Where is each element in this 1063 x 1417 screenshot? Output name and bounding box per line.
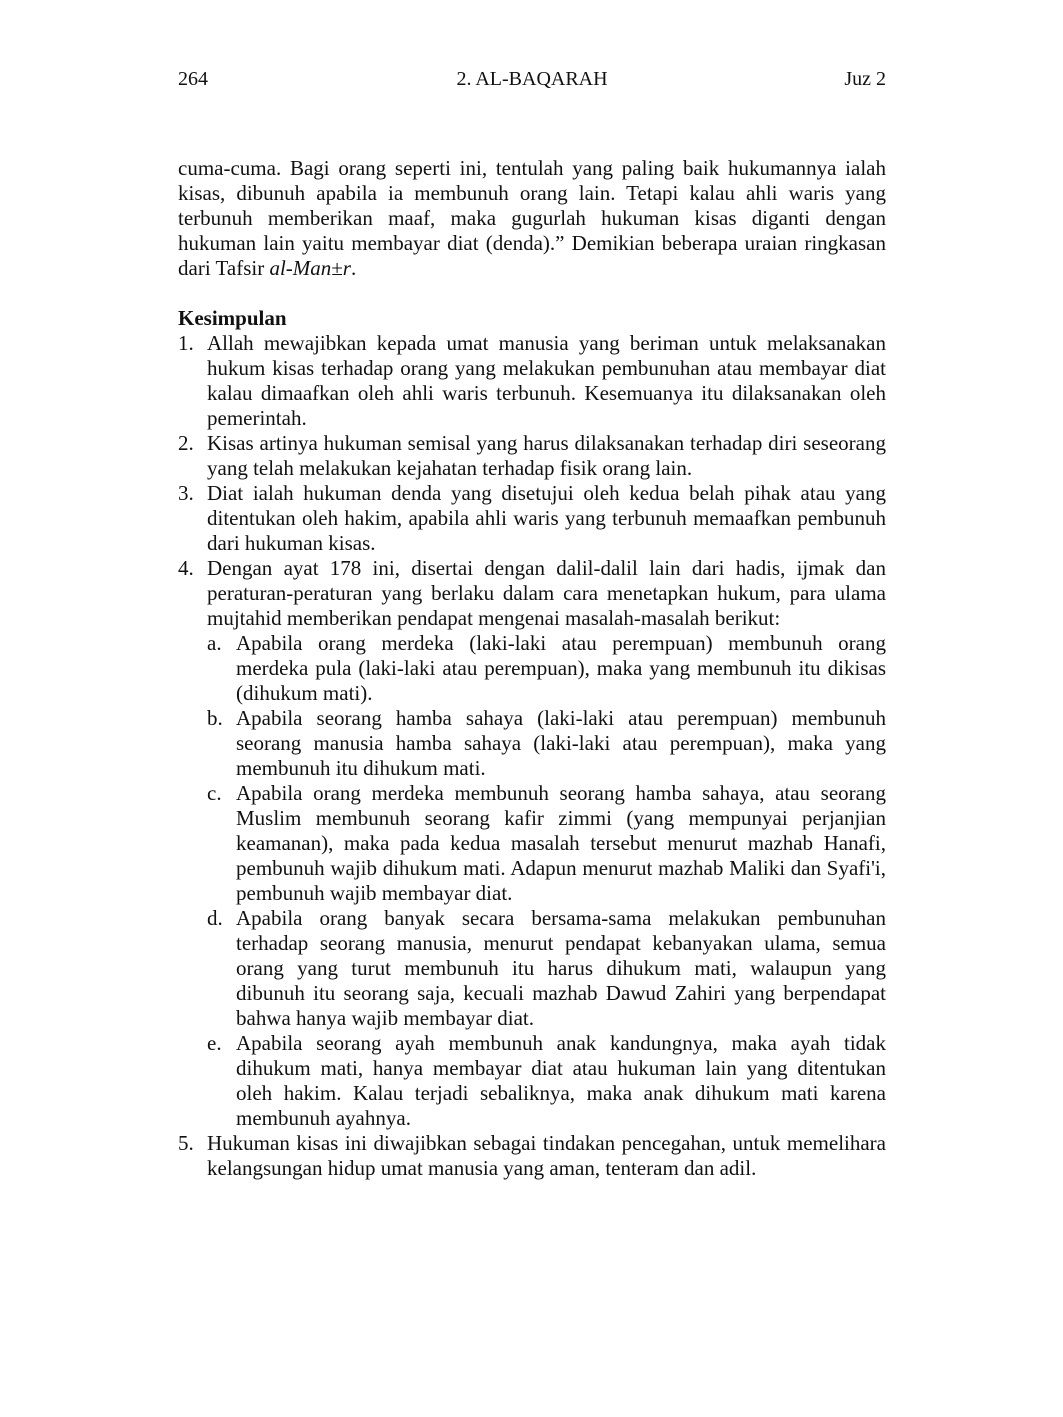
sub-list	[207, 631, 886, 1131]
sub-item-text: Apabila orang merdeka membunuh seorang hamba sahaya, atau seorang Muslim membunuh seorang kafir zimmi (yang mempunyai perjanjian keamanan), maka pada kedua masalah tersebut menurut mazhab Hanafi, pembunuh wajib dihukum mati. Adapun menurut mazhab Maliki dan Syafi'i, pembunuh wajib membayar diat.	[236, 781, 886, 905]
document-page	[178, 68, 886, 1181]
sub-item-text: Apabila orang banyak secara bersama-sama melakukan pembunuhan terhadap seorang manusia, menurut pendapat kebanyakan ulama, semua orang yang turut membunuh itu harus dihukum mati, walaupun yang dibunuh itu seorang saja, kecuali mazhab Dawud Zahiri yang berpendapat bahwa hanya wajib membayar diat.	[236, 906, 886, 1030]
intro-paragraph	[178, 156, 886, 281]
list-item-5	[178, 1131, 886, 1181]
conclusion-list	[178, 331, 886, 1181]
sub-item-b	[207, 706, 886, 781]
page-header	[178, 68, 886, 102]
list-item-1	[178, 331, 886, 431]
sub-item-a	[207, 631, 886, 706]
chapter-title: 2. AL-BAQARAH	[456, 68, 608, 90]
sub-item-letter: c.	[207, 781, 222, 805]
sub-item-e	[207, 1031, 886, 1131]
list-number: 2.	[178, 431, 194, 455]
sub-item-letter: b.	[207, 706, 223, 730]
list-item-text: Allah mewajibkan kepada umat manusia yang beriman untuk melaksanakan hukum kisas terhadap orang yang melakukan pembunuhan atau membayar diat kalau dimaafkan oleh ahli waris terbunuh. Kesemuanya itu dilaksanakan oleh pemerintah.	[207, 331, 886, 430]
list-number: 3.	[178, 481, 194, 505]
intro-italic-title: al-Man±r	[269, 256, 351, 280]
juz-label: Juz 2	[844, 68, 886, 90]
page-number: 264	[178, 68, 208, 90]
sub-item-d	[207, 906, 886, 1031]
section-heading: Kesimpulan	[178, 306, 287, 330]
list-item-text: Dengan ayat 178 ini, disertai dengan dalil-dalil lain dari hadis, ijmak dan peraturan-peraturan yang berlaku dalam cara menetapkan hukum, para ulama mujtahid memberikan pendapat mengenai masalah-masalah berikut:	[207, 556, 886, 630]
sub-item-letter: d.	[207, 906, 223, 930]
list-item-text: Kisas artinya hukuman semisal yang harus dilaksanakan terhadap diri seseorang yang telah melakukan kejahatan terhadap fisik orang lain.	[207, 431, 886, 480]
list-item-2	[178, 431, 886, 481]
list-number: 5.	[178, 1131, 194, 1155]
sub-item-text: Apabila seorang ayah membunuh anak kandungnya, maka ayah tidak dihukum mati, hanya membayar diat atau hukuman lain yang ditentukan oleh hakim. Kalau terjadi sebaliknya, maka anak dihukum mati karena membunuh ayahnya.	[236, 1031, 886, 1130]
intro-body: cuma-cuma. Bagi orang seperti ini, tentulah yang paling baik hukumannya ialah kisas, dibunuh apabila ia membunuh orang lain. Tetapi kalau ahli waris yang terbunuh memberikan maaf, maka gugurlah hukuman kisas diganti dengan hukuman lain yaitu membayar diat (denda).” Demikian beberapa uraian ringkasan dari Tafsir	[178, 156, 886, 280]
sub-item-c	[207, 781, 886, 906]
list-item-text: Diat ialah hukuman denda yang disetujui oleh kedua belah pihak atau yang ditentukan oleh hakim, apabila ahli waris yang terbunuh memaafkan pembunuh dari hukuman kisas.	[207, 481, 886, 555]
intro-text	[178, 156, 886, 281]
intro-end: .	[350, 256, 357, 280]
list-item-3	[178, 481, 886, 556]
list-item-4	[178, 556, 886, 1131]
sub-item-text: Apabila orang merdeka (laki-laki atau perempuan) membunuh orang merdeka pula (laki-laki atau perempuan), maka yang membunuh itu dikisas (dihukum mati).	[236, 631, 886, 705]
list-number: 4.	[178, 556, 194, 580]
list-item-text: Hukuman kisas ini diwajibkan sebagai tindakan pencegahan, untuk memelihara kelangsungan hidup umat manusia yang aman, tenteram dan adil.	[207, 1131, 886, 1180]
sub-item-text: Apabila seorang hamba sahaya (laki-laki atau perempuan) membunuh seorang manusia hamba sahaya (laki-laki atau perempuan), maka yang membunuh itu dihukum mati.	[236, 706, 886, 780]
sub-item-letter: e.	[207, 1031, 222, 1055]
list-number: 1.	[178, 331, 194, 355]
sub-item-letter: a.	[207, 631, 222, 655]
